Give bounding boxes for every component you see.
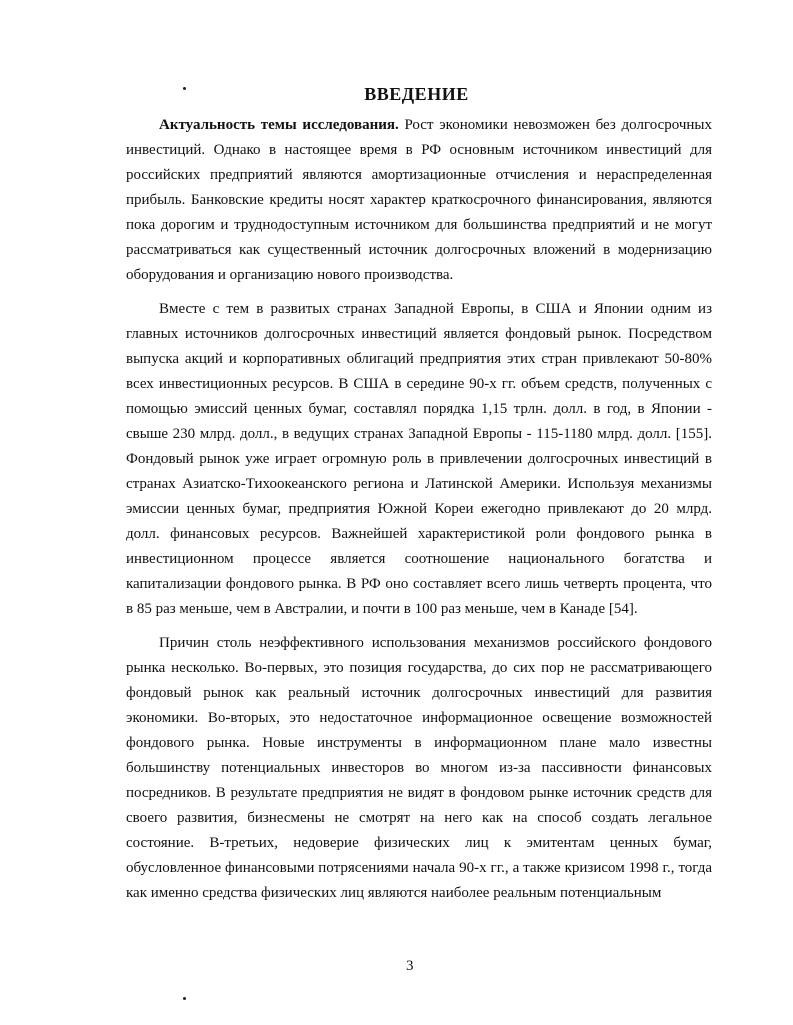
paragraph-2: Вместе с тем в развитых странах Западной Европы, в США и Японии одним из главных источников долгосрочных инвестиций является фондовый рынок. Посредством выпуска акций и корпоративных облигаций предприятия этих стран привлекают 50-80% всех инвестиционных ресурсов. В США в середине 90-х гг. объем средств, полученных с помощью эмиссий ценных бумаг, составлял порядка 1,15 трлн. долл. в год, в Японии - свыше 230 млрд. долл., в ведущих странах Западной Европы - 115-1180 млрд. долл. [155]. Фондовый рынок уже играет огромную роль в привлечении долгосрочных инвестиций в странах Азиатско-Тихоокеанского региона и Латинской Америки. Используя механизмы эмиссии ценных бумаг, предприятия Южной Кореи ежегодно привлекают до 20 млрд. долл. финансовых ресурсов. Важнейшей характеристикой роли фондового рынка в инвестиционном процессе является соотношение национального богатства и капитализации фондового рынка. В РФ оно составляет всего лишь четверть процента, что в 85 раз меньше, чем в Австралии, и почти в 100 раз меньше, чем в Канаде [54]. <box>126 301 712 617</box>
scan-speck <box>183 997 186 1000</box>
paragraph-1-lead: Актуальность темы исследования. <box>159 117 399 133</box>
page-title: ВВЕДЕНИЕ <box>364 84 469 104</box>
body-text <box>126 113 712 915</box>
page-number: 3 <box>406 958 414 974</box>
paragraph-3: Причин столь неэффективного использования механизмов российского фондового рынка несколько. Во-первых, это позиция государства, до сих пор не рассматривающего фондовый рынок как реальный источник долгосрочных инвестиций для развития экономики. Во-вторых, это недостаточное информационное освещение возможностей фондового рынка. Новые инструменты в информационном плане мало известны большинству потенциальных инвесторов во многом из-за пассивности финансовых посредников. В результате предприятия не видят в фондовом рынке источник средств для своего развития, бизнесмены не смотрят на него как на способ создать легальное состояние. В-третьих, недоверие физических лиц к эмитентам ценных бумаг, обусловленное финансовыми потрясениями начала 90-х гг., а также кризисом 1998 г., тогда как именно средства физических лиц являются наиболее реальным потенциальным <box>126 635 712 901</box>
paragraph-1-text: Рост экономики невозможен без долгосрочных инвестиций. Однако в настоящее время в РФ основным источником инвестиций для российских предприятий являются амортизационные отчисления и нераспределенная прибыль. Банковские кредиты носят характер краткосрочного финансирования, являются пока дорогим и труднодоступным источником для большинства предприятий и не могут рассматриваться как существенный источник долгосрочных вложений в модернизацию оборудования и организацию нового производства. <box>126 117 712 283</box>
paragraph-1 <box>126 113 712 288</box>
